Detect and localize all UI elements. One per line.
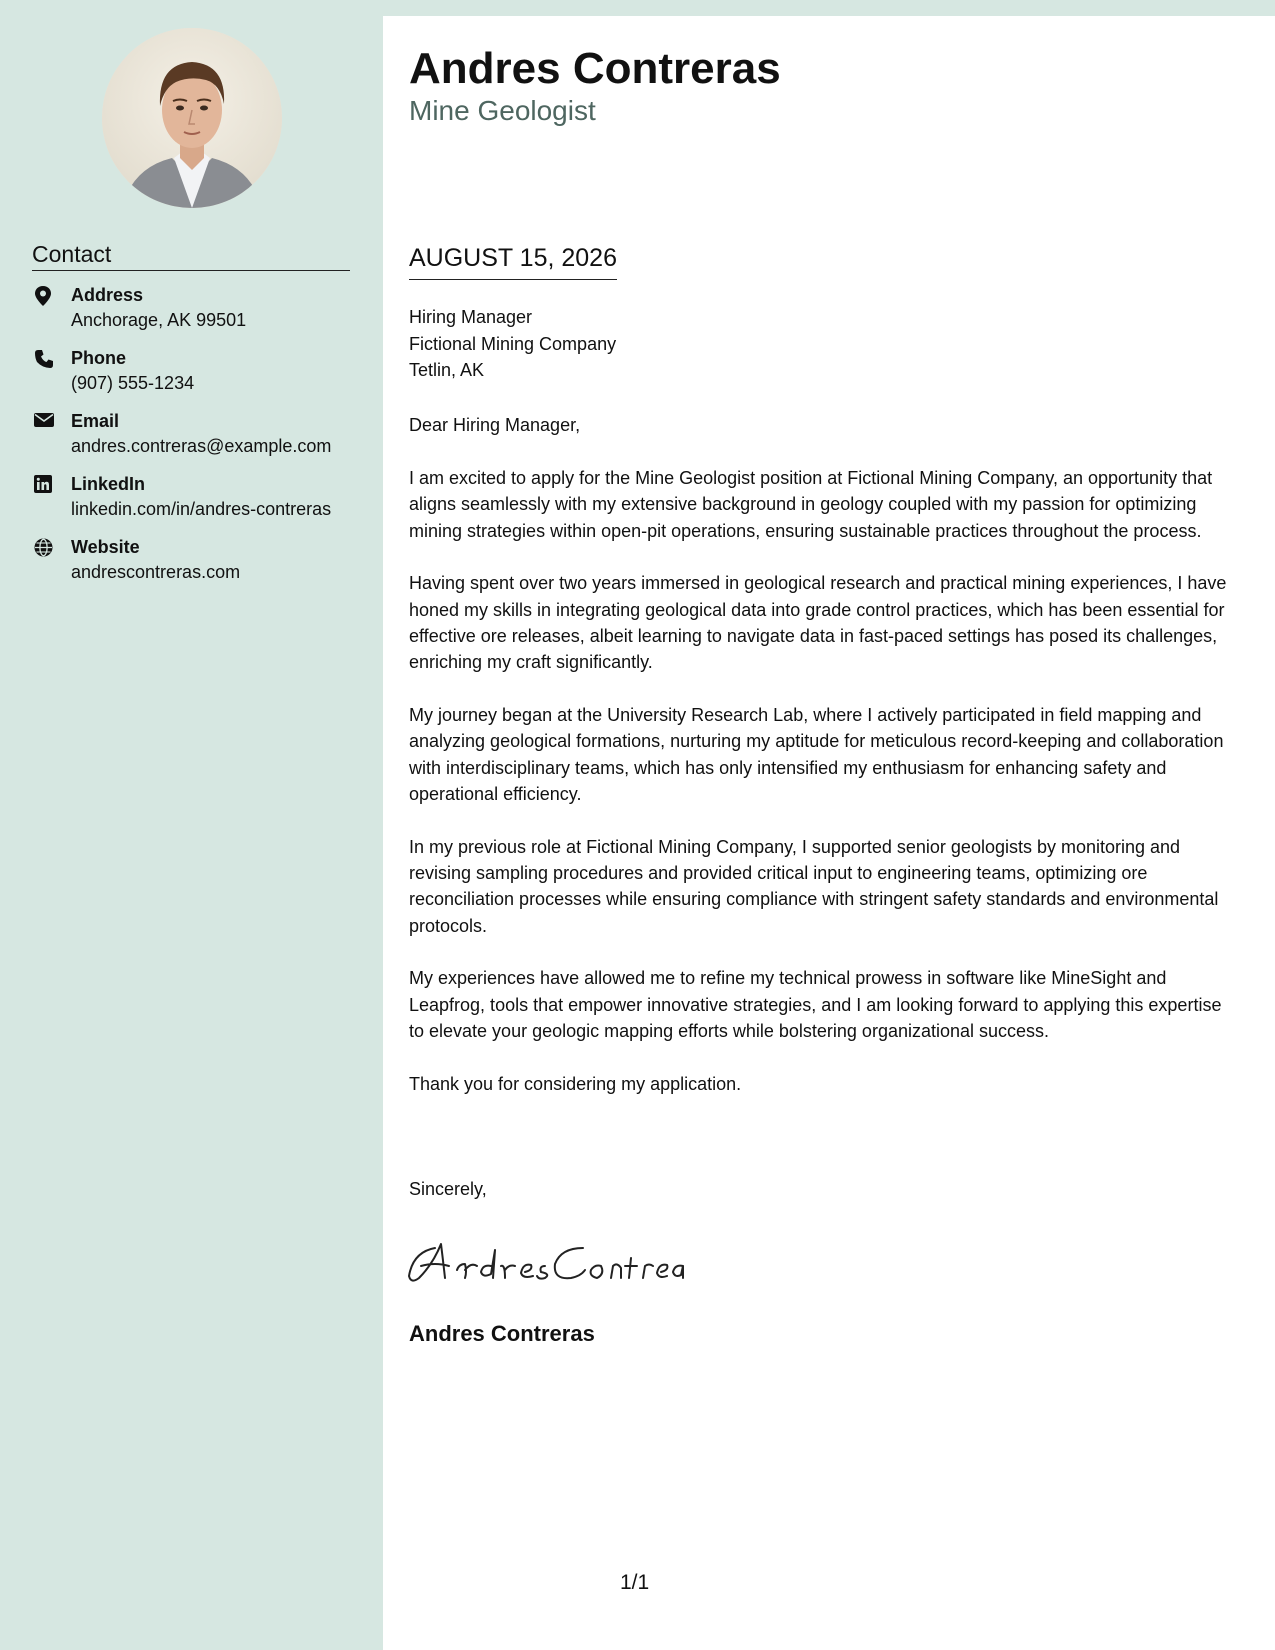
recipient-line: Hiring Manager [409,307,533,327]
contact-item-website [32,536,372,599]
linkedin-value[interactable]: linkedin.com/in/andres-contreras [71,499,332,519]
recipient-line: Tetlin, AK [409,360,485,380]
recipient-block [409,304,616,384]
contact-list [32,284,372,599]
contact-item-email [32,410,372,473]
contact-item-linkedin [32,473,372,536]
handwritten-signature [405,1230,685,1290]
contact-label: LinkedIn [71,474,146,494]
signer-name: Andres Contreras [409,1321,595,1346]
contact-label: Email [71,411,120,431]
globe-icon [34,538,52,556]
letter-date: AUGUST 15, 2026 [409,243,617,280]
profile-photo [102,28,282,208]
closing: Sincerely, [409,1179,487,1199]
salutation: Dear Hiring Manager, [409,415,581,435]
envelope-icon [34,412,52,430]
body-paragraph: Having spent over two years immersed in geological research and practical mining experiences, I have honed my skills in integrating geological data into grade control practices, which has been essential for effective ore releases, albeit learning to navigate data in fast-paced settings has posed its challenges, enriching my craft significantly. [409,573,1227,673]
job-title: Mine Geologist [409,95,596,126]
body-paragraph: My journey began at the University Research Lab, where I actively participated in field mapping and analyzing geological formations, nurturing my aptitude for meticulous record-keeping and collaboration with interdisciplinary teams, which has only intensified my enthusiasm for enhancing safety and operational efficiency. [409,705,1224,804]
body-paragraph: Thank you for considering my application. [409,1073,742,1094]
email-value[interactable]: andres.contreras@example.com [71,436,332,456]
contact-label: Website [71,537,140,557]
phone-value: (907) 555-1234 [71,373,195,393]
body-paragraph: I am excited to apply for the Mine Geologist position at Fictional Mining Company, an opportunity that aligns seamlessly with my extensive background in geology coupled with my passion for optimizing mining strategies within open-pit operations, ensuring sustainable practices throughout the process. [409,468,1213,541]
contact-item-address [32,284,372,347]
body-paragraph: My experiences have allowed me to refine my technical prowess in software like MineSight and Leapfrog, tools that empower innovative strategies, and I am looking forward to applying this expertise to elevate your geologic mapping efforts while bolstering organizational success. [409,968,1222,1042]
location-pin-icon [34,286,52,304]
avatar [102,28,282,208]
candidate-name: Andres Contreras [409,44,781,93]
letter-body [409,465,1241,1124]
phone-icon [34,349,52,367]
address-value: Anchorage, AK 99501 [71,310,247,330]
contact-heading: Contact [32,240,350,271]
contact-label: Phone [71,348,127,368]
recipient-line: Fictional Mining Company [409,333,617,354]
contact-item-phone [32,347,372,410]
linkedin-icon [34,475,52,493]
contact-label: Address [71,285,144,305]
page-number: 1/1 [620,1571,650,1594]
body-paragraph: In my previous role at Fictional Mining Company, I supported senior geologists by monitoring and revising sampling procedures and provided critical input to engineering teams, optimizing ore reconciliation processes while ensuring compliance with stringent safety standards and environmental protocols. [409,836,1219,936]
website-value[interactable]: andrescontreras.com [71,562,241,582]
